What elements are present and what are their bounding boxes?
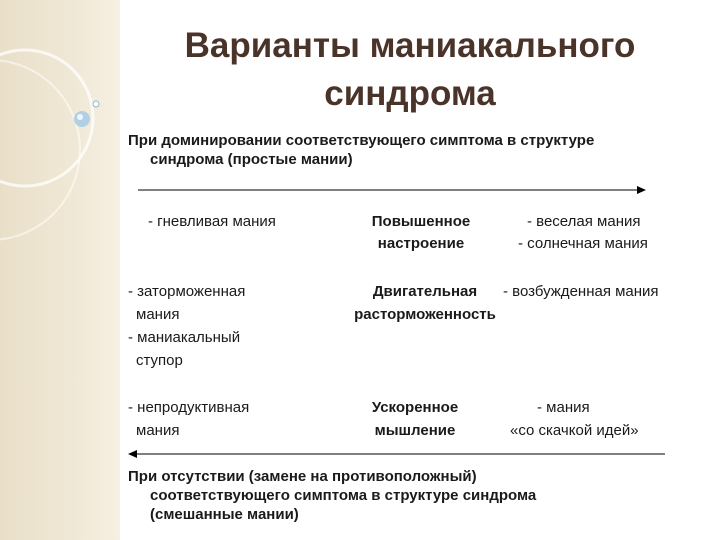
row3-center-line-2: мышление (374, 422, 456, 439)
row2-left-line-1: - заторможенная (128, 283, 246, 300)
row1-right-line-1: - веселая мания (527, 213, 641, 230)
row1-left-line-1: - гневливая мания (148, 213, 276, 230)
outro-line-3: (смешанные мании) (150, 506, 299, 523)
row3-center-line-1: Ускоренное (371, 399, 459, 416)
row1-center-line-2: настроение (377, 235, 465, 252)
intro-line-2: синдрома (простые мании) (150, 151, 353, 168)
intro-line-1: При доминировании соответствующего симптома в структуре (128, 132, 595, 149)
slide-title (130, 22, 690, 118)
row3-right-line-1: - мания (537, 399, 590, 416)
decorative-circles (0, 0, 120, 540)
row3-left-line-1: - непродуктивная (128, 399, 250, 416)
row2-left-line-4: ступор (136, 352, 183, 369)
row3-left-line-2: мания (136, 422, 180, 439)
outro-line-1: При отсутствии (замене на противоположный) (128, 468, 477, 485)
row1-center-line-1: Повышенное (371, 213, 471, 230)
outro-line-2: соответствующего симптома в структуре синдрома (150, 487, 537, 504)
row2-center-line-2: расторможенность (354, 306, 496, 323)
title-line-2: синдрома (324, 74, 496, 113)
arrow-bottom (125, 448, 670, 460)
row3-right-line-2: «со скачкой идей» (510, 422, 639, 439)
arrow-top (135, 184, 650, 196)
row2-right-line-1: - возбужденная мания (503, 283, 659, 300)
row2-left-line-2: мания (136, 306, 180, 323)
row1-right-line-2: - солнечная мания (518, 235, 648, 252)
row2-left-line-3: - маниакальный (128, 329, 241, 346)
row2-center-line-1: Двигательная (372, 283, 478, 300)
title-line-1: Варианты маниакального (184, 26, 636, 65)
